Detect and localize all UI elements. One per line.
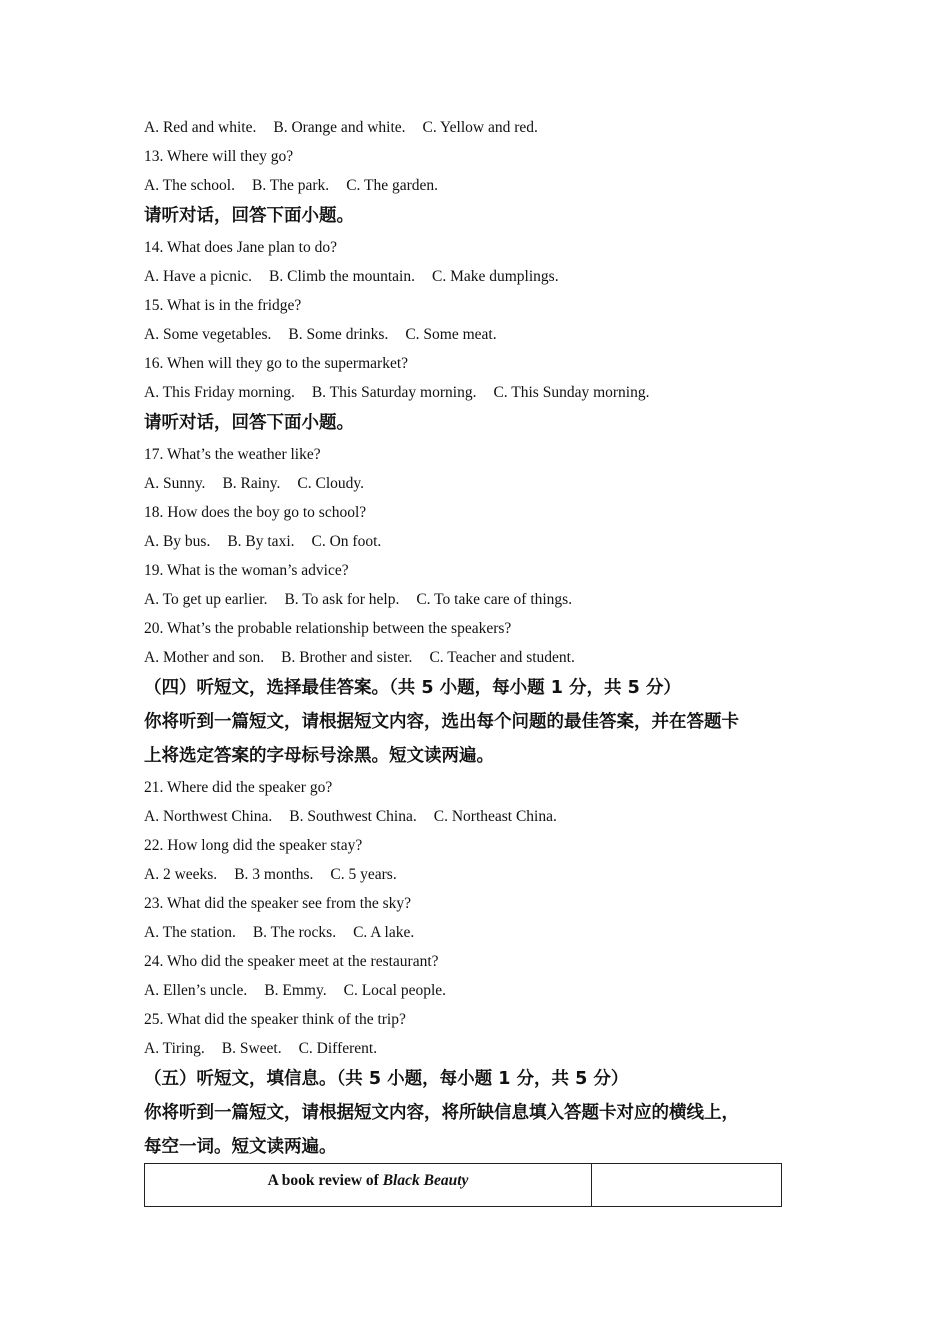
answer-option: A. Ellen’s uncle.: [144, 982, 248, 999]
section-heading: 请听对话，回答下面小题。: [144, 413, 354, 433]
answer-options: [144, 171, 804, 200]
answer-option: C. Make dumplings.: [432, 268, 559, 285]
answer-options: [144, 378, 804, 407]
answer-option: C. Yellow and red.: [422, 119, 538, 136]
question-text: 22. How long did the speaker stay?: [144, 837, 363, 854]
question-text: 25. What did the speaker think of the trip?: [144, 1011, 406, 1028]
question-text: 20. What’s the probable relationship between the speakers?: [144, 620, 512, 637]
section-heading: （五）听短文，填信息。（共 5 小题，每小题 1 分，共 5 分）: [144, 1069, 629, 1089]
answer-option: C. A lake.: [353, 924, 415, 941]
answer-option: A. 2 weeks.: [144, 866, 218, 883]
answer-option: C. This Sunday morning.: [493, 384, 650, 401]
answer-options: [144, 643, 804, 672]
answer-option: B. To ask for help.: [284, 591, 400, 608]
answer-option: A. Red and white.: [144, 119, 257, 136]
answer-option: A. To get up earlier.: [144, 591, 268, 608]
answer-options: [144, 469, 804, 498]
section-heading: （四）听短文，选择最佳答案。（共 5 小题，每小题 1 分，共 5 分）: [144, 678, 681, 698]
answer-options: [144, 1034, 804, 1063]
answer-option: A. This Friday morning.: [144, 384, 295, 401]
answer-options: [144, 918, 804, 947]
answer-option: C. 5 years.: [330, 866, 397, 883]
answer-options: [144, 860, 804, 889]
answer-option: A. Mother and son.: [144, 649, 265, 666]
answer-options: [144, 262, 804, 291]
section-instructions: 你将听到一篇短文，请根据短文内容，将所缺信息填入答题卡对应的横线上，: [144, 1103, 739, 1123]
book-review-table: [144, 1163, 782, 1207]
answer-options: [144, 320, 804, 349]
answer-option: C. Local people.: [343, 982, 447, 999]
answer-options: [144, 113, 804, 142]
answer-option: B. Orange and white.: [273, 119, 406, 136]
answer-options: [144, 527, 804, 556]
question-text: 18. How does the boy go to school?: [144, 504, 367, 521]
answer-options: [144, 802, 804, 831]
answer-option: B. Some drinks.: [288, 326, 389, 343]
answer-option: C. The garden.: [346, 177, 439, 194]
answer-option: C. Northeast China.: [433, 808, 557, 825]
answer-option: C. On foot.: [311, 533, 382, 550]
question-text: 24. Who did the speaker meet at the restaurant?: [144, 953, 439, 970]
answer-option: B. Sweet.: [221, 1040, 282, 1057]
answer-option: B. Brother and sister.: [281, 649, 413, 666]
answer-option: A. Sunny.: [144, 475, 206, 492]
answer-option: C. Different.: [298, 1040, 378, 1057]
answer-option: A. The station.: [144, 924, 236, 941]
answer-option: C. To take care of things.: [416, 591, 573, 608]
answer-option: B. Climb the mountain.: [269, 268, 415, 285]
section-instructions: 上将选定答案的字母标号涂黑。短文读两遍。: [144, 746, 494, 766]
answer-option: C. Teacher and student.: [429, 649, 575, 666]
answer-option: C. Some meat.: [405, 326, 497, 343]
answer-option: B. 3 months.: [234, 866, 314, 883]
exam-content: [144, 113, 804, 1164]
answer-option: B. The park.: [251, 177, 330, 194]
answer-option: B. Emmy.: [264, 982, 327, 999]
question-text: 17. What’s the weather like?: [144, 446, 321, 463]
question-text: 14. What does Jane plan to do?: [144, 239, 337, 256]
answer-option: A. By bus.: [144, 533, 211, 550]
answer-option: A. Northwest China.: [144, 808, 273, 825]
question-text: 21. Where did the speaker go?: [144, 779, 333, 796]
answer-option: B. The rocks.: [252, 924, 337, 941]
answer-option: B. This Saturday morning.: [311, 384, 477, 401]
question-text: 16. When will they go to the supermarket?: [144, 355, 409, 372]
section-instructions: 每空一词。短文读两遍。: [144, 1137, 337, 1157]
question-text: 23. What did the speaker see from the sky?: [144, 895, 412, 912]
answer-option: C. Cloudy.: [297, 475, 365, 492]
question-text: 19. What is the woman’s advice?: [144, 562, 349, 579]
answer-option: A. Tiring.: [144, 1040, 205, 1057]
book-review-title-prefix: A book review of: [267, 1172, 383, 1189]
section-heading: 请听对话，回答下面小题。: [144, 206, 354, 226]
answer-option: A. Have a picnic.: [144, 268, 253, 285]
book-review-blank-cell: [592, 1164, 782, 1207]
question-text: 13. Where will they go?: [144, 148, 294, 165]
question-text: 15. What is in the fridge?: [144, 297, 302, 314]
answer-options: [144, 585, 804, 614]
book-review-title-cell: [145, 1164, 592, 1207]
book-review-title: [145, 1164, 591, 1190]
section-instructions: 你将听到一篇短文，请根据短文内容，选出每个问题的最佳答案，并在答题卡: [144, 712, 739, 732]
answer-option: A. The school.: [144, 177, 235, 194]
answer-option: B. Rainy.: [222, 475, 281, 492]
answer-option: B. Southwest China.: [289, 808, 417, 825]
answer-option: B. By taxi.: [227, 533, 295, 550]
answer-option: A. Some vegetables.: [144, 326, 272, 343]
answer-options: [144, 976, 804, 1005]
book-title: Black Beauty: [382, 1172, 469, 1189]
